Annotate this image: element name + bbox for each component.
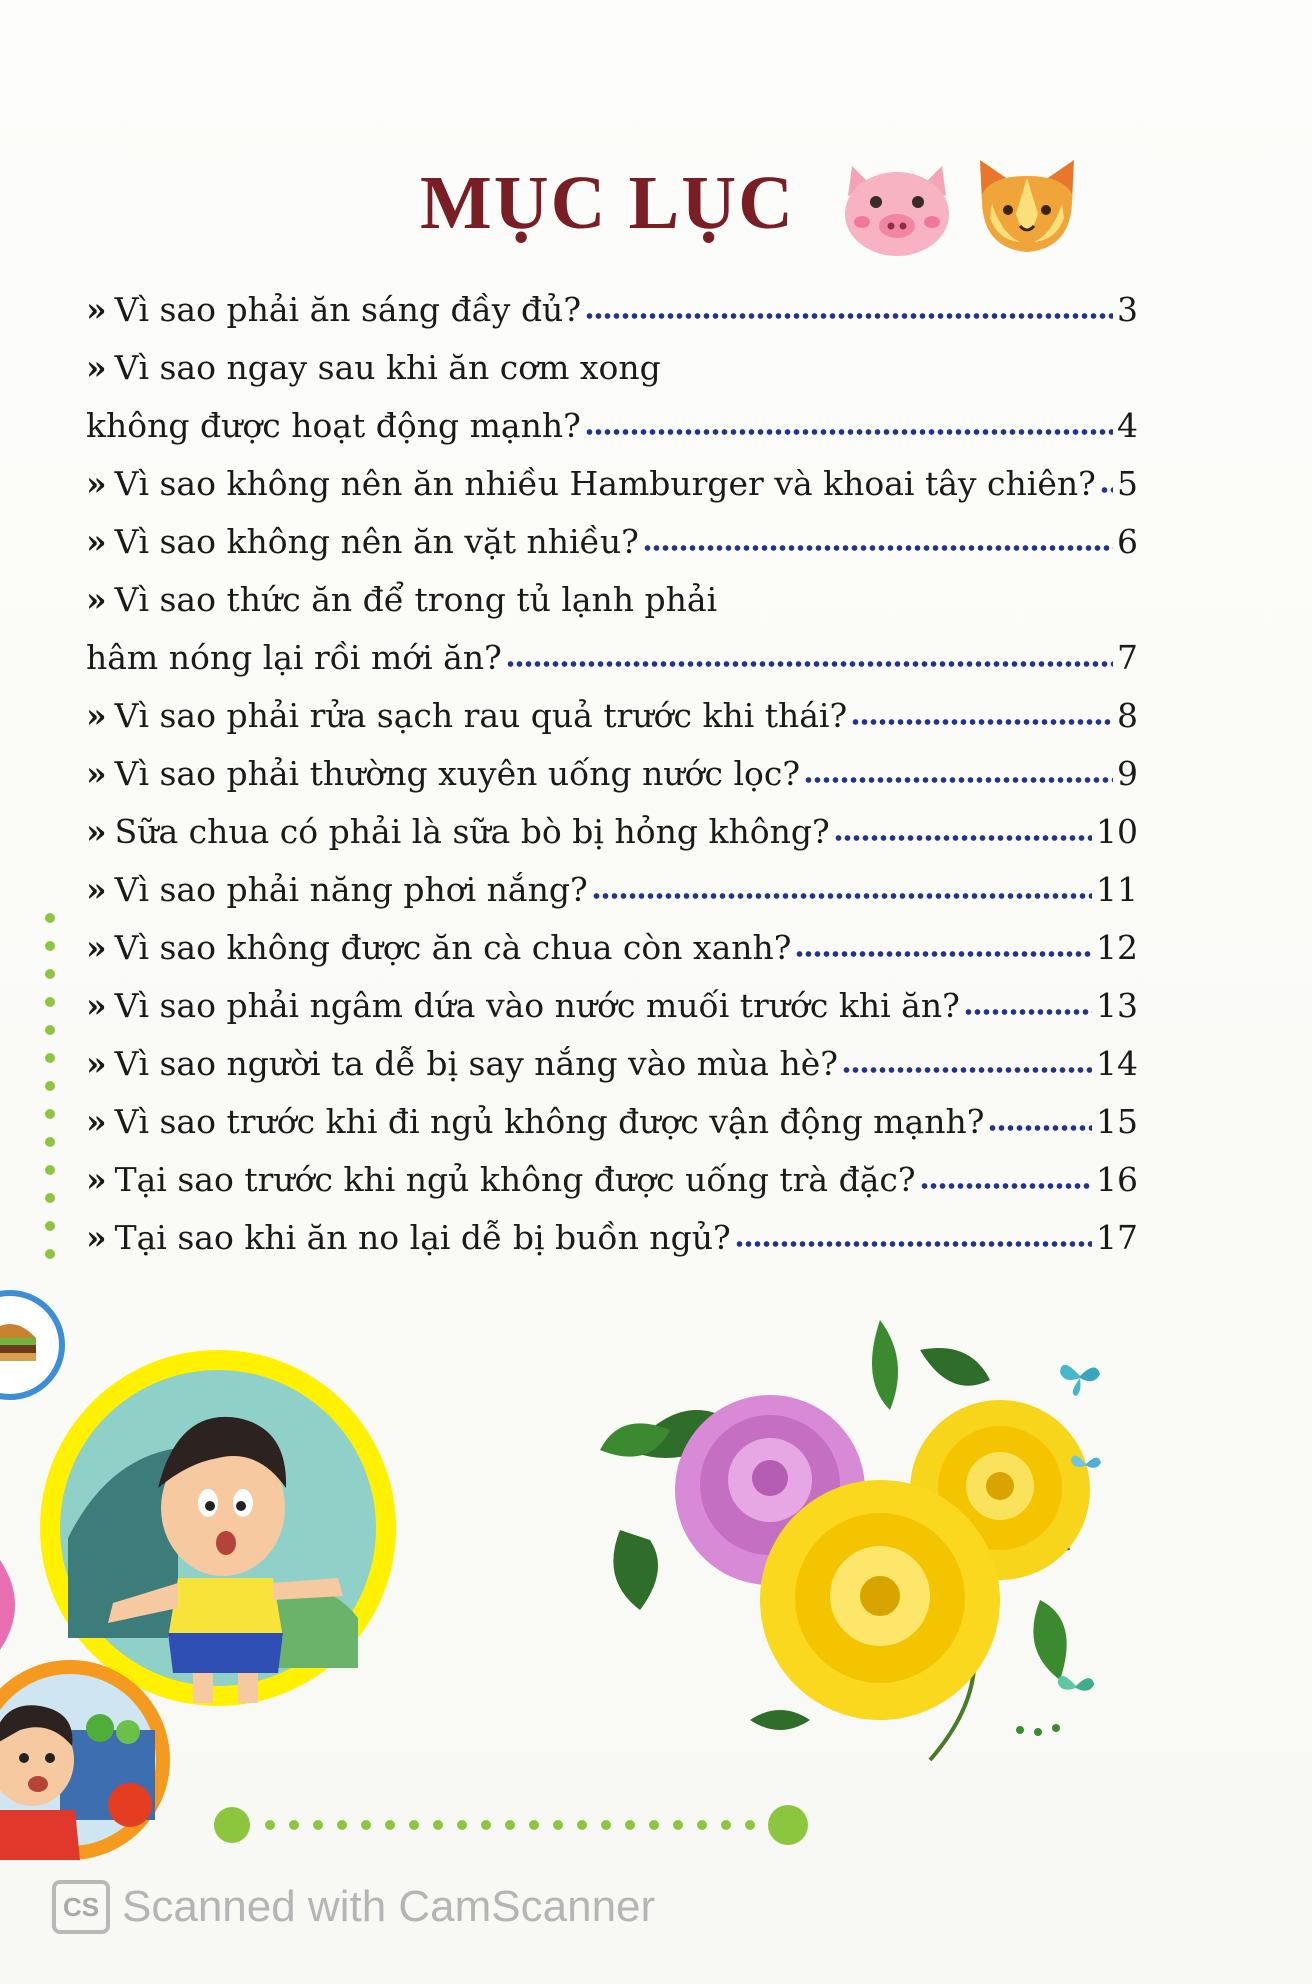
toc-line [86, 522, 1138, 580]
toc-line [86, 1218, 1138, 1276]
toc-entry[interactable] [86, 290, 1138, 348]
toc-line [86, 638, 1138, 696]
leader-dots [643, 545, 1113, 551]
page-title: MỤC LỤC [420, 161, 795, 245]
toc-page-number: 15 [1096, 1102, 1138, 1141]
toc-line [86, 348, 1138, 406]
toc-title: Vì sao phải năng phơi nắng? [114, 870, 588, 909]
toc-line [86, 696, 1138, 754]
toc-text-wrapper [86, 1102, 984, 1141]
leader-dots [585, 429, 1113, 435]
leader-dots [834, 835, 1092, 841]
toc-line [86, 580, 1138, 638]
toc-text-wrapper [86, 696, 847, 735]
butterfly-icon [1054, 1664, 1098, 1708]
toc-title: Sữa chua có phải là sữa bò bị hỏng không? [114, 812, 830, 851]
toc-entry[interactable] [86, 1160, 1138, 1218]
leader-dots [964, 1009, 1092, 1015]
toc-page-number: 16 [1096, 1160, 1138, 1199]
leader-dots [842, 1067, 1092, 1073]
pig-face-icon [838, 158, 956, 258]
leader-dots [585, 313, 1113, 319]
toc-page-number: 4 [1117, 406, 1138, 445]
leader-dots [506, 661, 1113, 667]
toc-title: Vì sao trước khi đi ngủ không được vận động mạnh? [114, 1102, 985, 1141]
toc-page-number: 12 [1096, 928, 1138, 967]
leader-dots [735, 1241, 1092, 1247]
bullet: » [86, 986, 107, 1025]
toc-entry[interactable] [86, 1102, 1138, 1160]
decorative-pink-circle [0, 1560, 30, 1650]
toc-page-number: 13 [1096, 986, 1138, 1025]
toc-page-number: 10 [1096, 812, 1138, 851]
cat-face-icon [972, 154, 1082, 258]
toc-text-wrapper [86, 754, 800, 793]
toc-text-wrapper [86, 1044, 838, 1083]
toc-entry[interactable] [86, 754, 1138, 812]
bullet: » [86, 464, 107, 503]
toc-title: Vì sao không nên ăn nhiều Hamburger và khoai tây chiên? [114, 464, 1096, 503]
toc-text-wrapper [86, 928, 791, 967]
toc-entry[interactable] [86, 1218, 1138, 1276]
toc-title: không được hoạt động mạnh? [86, 406, 581, 445]
watermark-text: Scanned with CamScanner [122, 1882, 656, 1931]
bullet: » [86, 348, 107, 387]
toc-text-wrapper [86, 812, 830, 851]
toc-line [86, 986, 1138, 1044]
toc-title: Tại sao trước khi ngủ không được uống trà đặc? [114, 1160, 916, 1199]
bullet: » [86, 1044, 107, 1083]
toc-title: Vì sao phải ngâm dứa vào nước muối trước khi ăn? [114, 986, 960, 1025]
bullet: » [86, 522, 107, 561]
toc-line [86, 1044, 1138, 1102]
toc-entry[interactable] [86, 522, 1138, 580]
table-of-contents [86, 290, 1138, 1276]
toc-title: Vì sao không được ăn cà chua còn xanh? [114, 928, 792, 967]
leader-dots [851, 719, 1113, 725]
leader-dots [988, 1125, 1092, 1131]
toc-entry[interactable] [86, 986, 1138, 1044]
leader-dots [920, 1183, 1092, 1189]
toc-line [86, 812, 1138, 870]
boy-with-fruit-illustration [0, 1650, 190, 1860]
toc-title: Vì sao phải ăn sáng đầy đủ? [114, 290, 582, 329]
toc-page-number: 3 [1117, 290, 1138, 329]
toc-line [86, 870, 1138, 928]
toc-text-wrapper [86, 580, 717, 619]
toc-page-number: 9 [1117, 754, 1138, 793]
toc-page-number: 6 [1117, 522, 1138, 561]
leader-dots [804, 777, 1113, 783]
toc-line [86, 464, 1138, 522]
toc-line [86, 754, 1138, 812]
toc-entry[interactable] [86, 870, 1138, 928]
bullet: » [86, 1102, 107, 1141]
toc-page-number: 14 [1096, 1044, 1138, 1083]
camscanner-logo-icon: CS [52, 1880, 110, 1934]
toc-line [86, 928, 1138, 986]
bullet: » [86, 1160, 107, 1199]
toc-title: Vì sao ngay sau khi ăn cơm xong [114, 348, 661, 387]
toc-text-wrapper [86, 290, 581, 329]
toc-line [86, 290, 1138, 348]
bullet: » [86, 580, 107, 619]
toc-page-number: 11 [1096, 870, 1138, 909]
toc-line [86, 1102, 1138, 1160]
toc-entry[interactable] [86, 928, 1138, 986]
bullet: » [86, 812, 107, 851]
decorative-dot-column [38, 910, 62, 1280]
toc-title: Tại sao khi ăn no lại dễ bị buồn ngủ? [114, 1218, 731, 1257]
bullet: » [86, 1218, 107, 1257]
toc-title: Vì sao phải rửa sạch rau quả trước khi thái? [114, 696, 848, 735]
toc-title: Vì sao phải thường xuyên uống nước lọc? [114, 754, 801, 793]
bullet: » [86, 870, 107, 909]
toc-title: Vì sao người ta dễ bị say nắng vào mùa hè? [114, 1044, 838, 1083]
toc-line [86, 406, 1138, 464]
toc-text-wrapper [86, 464, 1096, 503]
toc-entry[interactable] [86, 348, 1138, 464]
toc-title: Vì sao thức ăn để trong tủ lạnh phải [114, 580, 718, 619]
toc-page-number: 5 [1117, 464, 1138, 503]
toc-text-wrapper [86, 522, 639, 561]
toc-title: hâm nóng lại rồi mới ăn? [86, 638, 502, 677]
toc-text-wrapper [86, 986, 960, 1025]
bullet: » [86, 290, 107, 329]
toc-entry[interactable] [86, 580, 1138, 696]
toc-page-number: 17 [1096, 1218, 1138, 1257]
toc-text-wrapper [86, 1160, 916, 1199]
butterfly-icon [1056, 1352, 1104, 1400]
leader-dots [1100, 487, 1113, 493]
bullet: » [86, 696, 107, 735]
leader-dots [795, 951, 1092, 957]
toc-entry[interactable] [86, 1044, 1138, 1102]
bullet: » [86, 928, 107, 967]
butterfly-icon [1068, 1446, 1104, 1482]
leader-dots [592, 893, 1092, 899]
toc-line [86, 1160, 1138, 1218]
toc-entry[interactable] [86, 812, 1138, 870]
toc-page-number: 7 [1117, 638, 1138, 677]
toc-page-number: 8 [1117, 696, 1138, 735]
toc-entry[interactable] [86, 696, 1138, 754]
toc-text-wrapper [86, 348, 661, 387]
toc-text-wrapper [86, 1218, 731, 1257]
camscanner-watermark [52, 1880, 655, 1934]
toc-entry[interactable] [86, 464, 1138, 522]
decorative-dot-row [210, 1800, 810, 1850]
bullet: » [86, 754, 107, 793]
toc-title: Vì sao không nên ăn vặt nhiều? [114, 522, 639, 561]
toc-text-wrapper [86, 870, 588, 909]
